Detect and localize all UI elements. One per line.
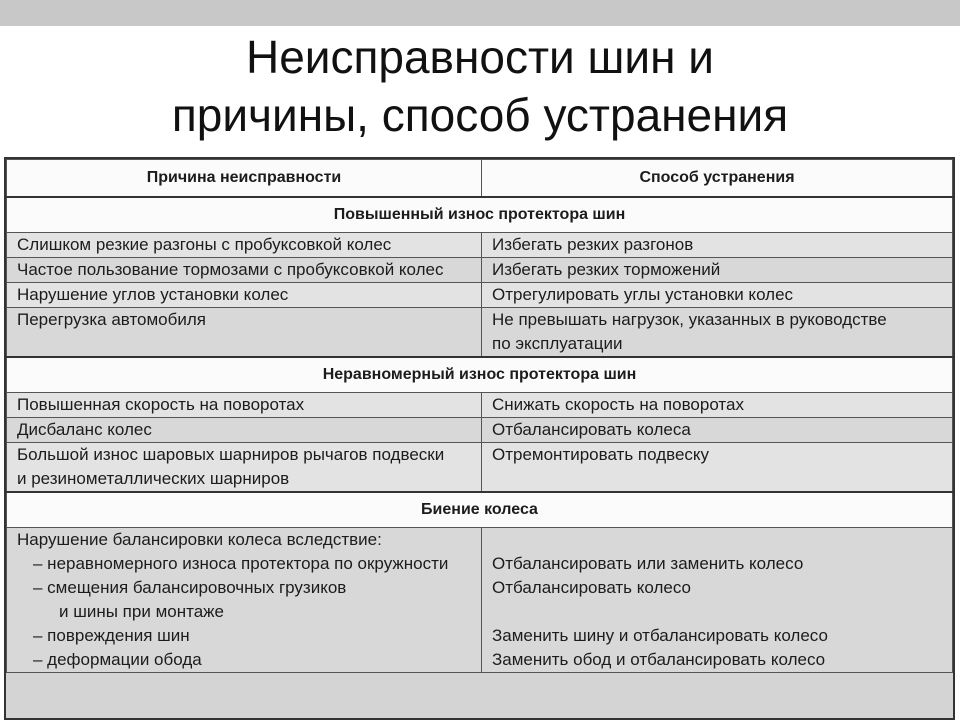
table-row <box>7 443 953 493</box>
table-row <box>7 283 953 308</box>
faults-table <box>6 159 953 673</box>
section-heading: Биение колеса <box>7 492 953 528</box>
cause-cell: Частое пользование тормозами с пробуксовкой колес <box>7 258 482 283</box>
table-row <box>7 233 953 258</box>
header-remedy: Способ устранения <box>482 160 953 198</box>
section-heading: Неравномерный износ протектора шин <box>7 357 953 393</box>
cause-cell: Слишком резкие разгоны с пробуксовкой колес <box>7 233 482 258</box>
cause-cell: Перегрузка автомобиля <box>7 308 482 358</box>
table-row <box>7 308 953 358</box>
cause-cell: Нарушение углов установки колес <box>7 283 482 308</box>
title-line-1: Неисправности шин и <box>245 31 715 83</box>
faults-table-container <box>4 157 955 720</box>
remedy-cell: Не превышать нагрузок, указанных в руководстве по эксплуатации <box>482 308 953 358</box>
cause-cell: Нарушение балансировки колеса вследствие: – неравномерного износа протектора по окружности – смещения балансировочных грузиков и шины при монтаже – повреждения шин – деформации обода <box>7 528 482 673</box>
remedy-cell: Снижать скорость на поворотах <box>482 393 953 418</box>
cause-cell: Дисбаланс колес <box>7 418 482 443</box>
remedy-cell: Избегать резких торможений <box>482 258 953 283</box>
title-line-2: причины, способ устранения <box>171 89 789 141</box>
remedy-cell: Отбалансировать колеса <box>482 418 953 443</box>
table-row <box>7 528 953 673</box>
cause-cell: Повышенная скорость на поворотах <box>7 393 482 418</box>
table-row <box>7 393 953 418</box>
remedy-cell: Отремонтировать подвеску <box>482 443 953 493</box>
top-bar <box>0 0 960 26</box>
remedy-cell: Отбалансировать или заменить колесо Отбалансировать колесо Заменить шину и отбалансировать колесо Заменить обод и отбалансировать колесо <box>482 528 953 673</box>
table-row <box>7 418 953 443</box>
table-row <box>7 258 953 283</box>
remedy-cell: Отрегулировать углы установки колес <box>482 283 953 308</box>
page-title <box>0 28 960 144</box>
header-cause: Причина неисправности <box>7 160 482 198</box>
section-heading: Повышенный износ протектора шин <box>7 197 953 233</box>
remedy-cell: Избегать резких разгонов <box>482 233 953 258</box>
cause-cell: Большой износ шаровых шарниров рычагов подвески и резинометаллических шарниров <box>7 443 482 493</box>
